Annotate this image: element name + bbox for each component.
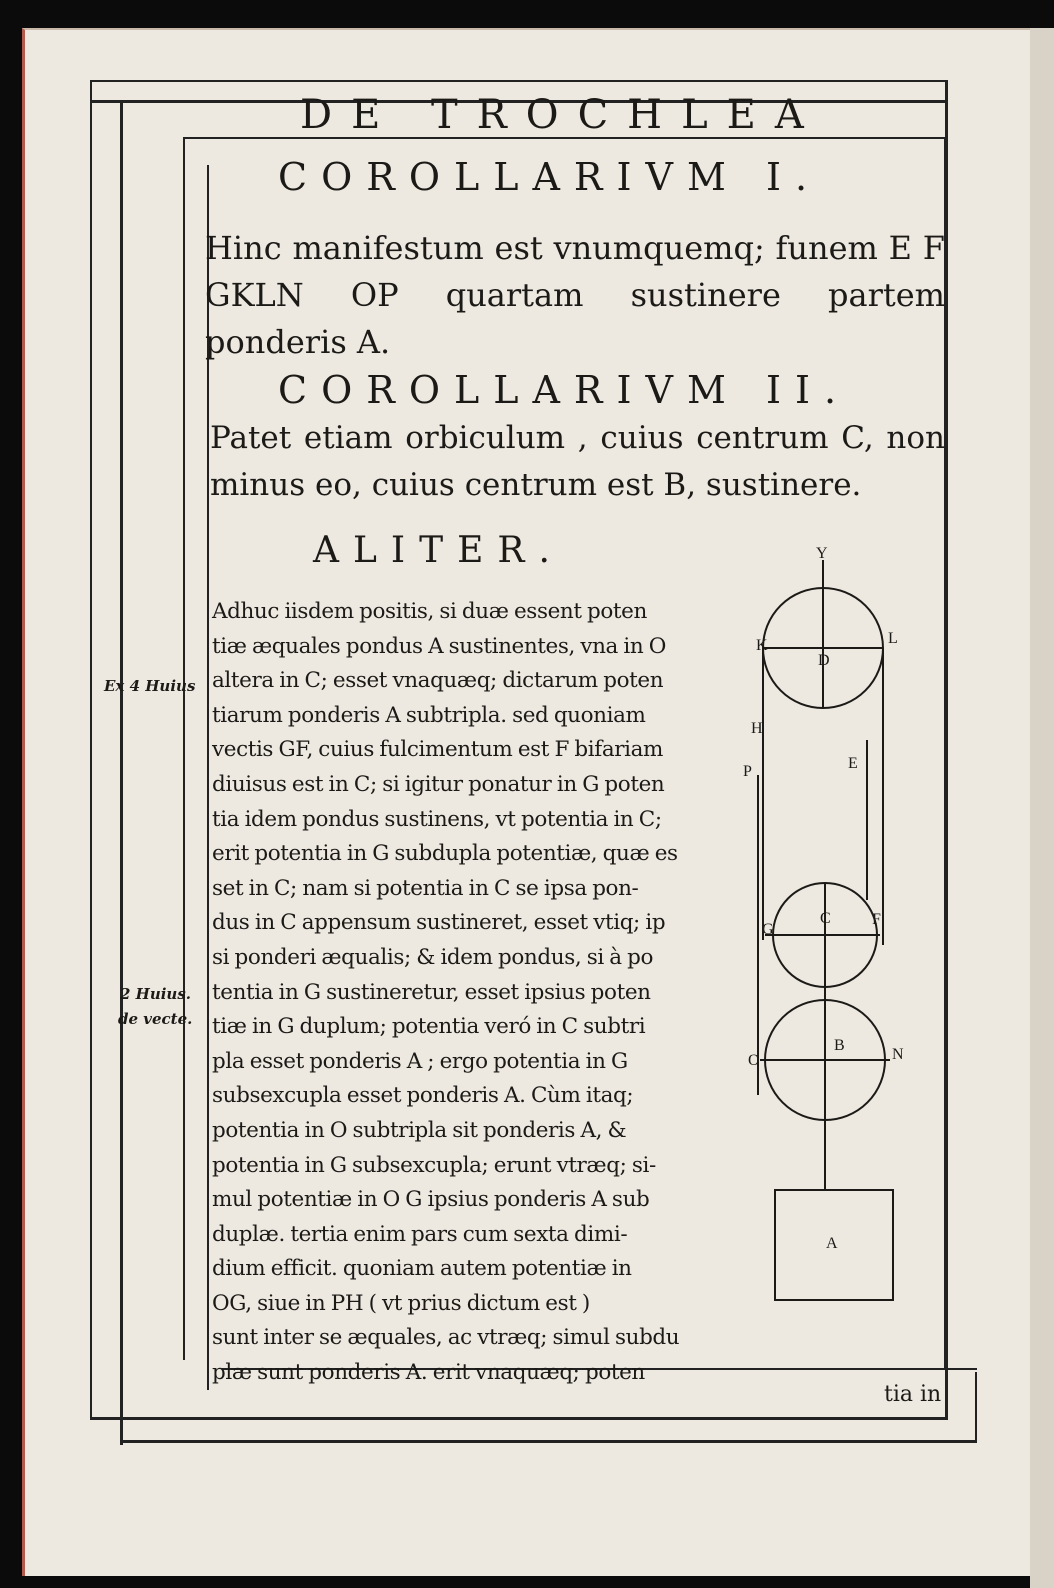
label-f: F xyxy=(872,911,881,928)
aliter-heading: ALITER. xyxy=(313,530,564,571)
text-line: tia idem pondus sustinens, vt potentia in C; xyxy=(212,806,662,832)
facing-page-edge xyxy=(1030,28,1054,1588)
page-frame-bottom-rule xyxy=(122,1440,977,1443)
text-line: altera in C; esset vnaquæq; dictarum poten xyxy=(212,668,664,694)
label-g: G xyxy=(762,921,774,938)
text-line: subsexcupla esset ponderis A. Cùm itaq; xyxy=(212,1083,634,1109)
text-line: sunt inter se æquales, ac vtræq; simul subdu xyxy=(212,1325,680,1351)
text-line: tentia in G sustineretur, esset ipsius poten xyxy=(212,979,651,1005)
text-line: OG, siue in PH ( vt prius dictum est ) xyxy=(212,1290,590,1316)
corollary-1-heading: COROLLARIVM I. xyxy=(278,155,822,199)
margin-note: 2 Huius. xyxy=(120,985,192,1003)
catchword-box-rule xyxy=(975,1372,977,1442)
text-line: tiæ æquales pondus A sustinentes, vna in O xyxy=(212,633,666,659)
corollary-2-text: Patet etiam orbiculum , cuius centrum C, non minus eo, cuius centrum est B, sustinere. xyxy=(210,420,945,503)
label-p: P xyxy=(743,763,752,780)
label-a: A xyxy=(826,1235,838,1252)
text-line: dium efficit. quoniam autem potentiæ in xyxy=(212,1256,632,1282)
label-y: Y xyxy=(816,545,828,562)
corollary-1-text: Hinc manifestum est vnumquemq; funem E F GKLN OP quartam sustinere partem ponderis A. xyxy=(205,229,945,361)
text-line: vectis GF, cuius fulcimentum est F bifariam xyxy=(212,737,664,763)
running-head: DE TROCHLEA xyxy=(300,92,823,138)
text-line: potentia in O subtripla sit ponderis A, & xyxy=(212,1117,627,1143)
label-e: E xyxy=(848,755,858,772)
text-line: Adhuc iisdem positis, si duæ essent poten xyxy=(212,599,647,624)
corollary-2-heading: COROLLARIVM II. xyxy=(278,368,851,412)
catchword: tia in xyxy=(884,1382,942,1407)
text-line: set in C; nam si potentia in C se ipsa pon- xyxy=(212,875,639,901)
margin-rule xyxy=(120,100,123,1445)
margin-note: de vecte. xyxy=(118,1010,193,1028)
pulley-diagram xyxy=(740,540,940,1320)
label-d: D xyxy=(818,652,830,669)
text-line: tiæ in G duplum; potentia veró in C subtri xyxy=(212,1014,646,1040)
text-line: potentia in G subsexcupla; erunt vtræq; si- xyxy=(212,1152,656,1178)
text-line: erit potentia in G subdupla potentiæ, quæ es xyxy=(212,841,678,867)
text-line: si ponderi æqualis; & idem pondus, si à po xyxy=(212,944,653,970)
label-c: C xyxy=(820,910,831,927)
text-line: mul potentiæ in O G ipsius ponderis A sub xyxy=(212,1187,650,1213)
label-k: K xyxy=(756,637,768,654)
label-h: H xyxy=(751,720,763,737)
margin-note: Ex 4 Huius xyxy=(104,677,196,695)
label-n: N xyxy=(892,1046,904,1063)
label-o: O xyxy=(748,1052,760,1069)
label-b: B xyxy=(834,1037,845,1054)
text-line: dus in C appensum sustineret, esset vtiq; ip xyxy=(212,910,666,936)
text-line: duplæ. tertia enim pars cum sexta dimi- xyxy=(212,1221,628,1247)
text-line: diuisus est in C; si igitur ponatur in G poten xyxy=(212,771,665,797)
text-line: tiarum ponderis A subtripla. sed quoniam xyxy=(212,702,646,728)
text-line: pla esset ponderis A ; ergo potentia in G xyxy=(212,1048,628,1074)
text-line: plæ sunt ponderis A. erit vnaquæq; poten xyxy=(212,1360,645,1386)
aliter-paragraph xyxy=(212,595,732,1391)
label-l: L xyxy=(888,630,898,647)
